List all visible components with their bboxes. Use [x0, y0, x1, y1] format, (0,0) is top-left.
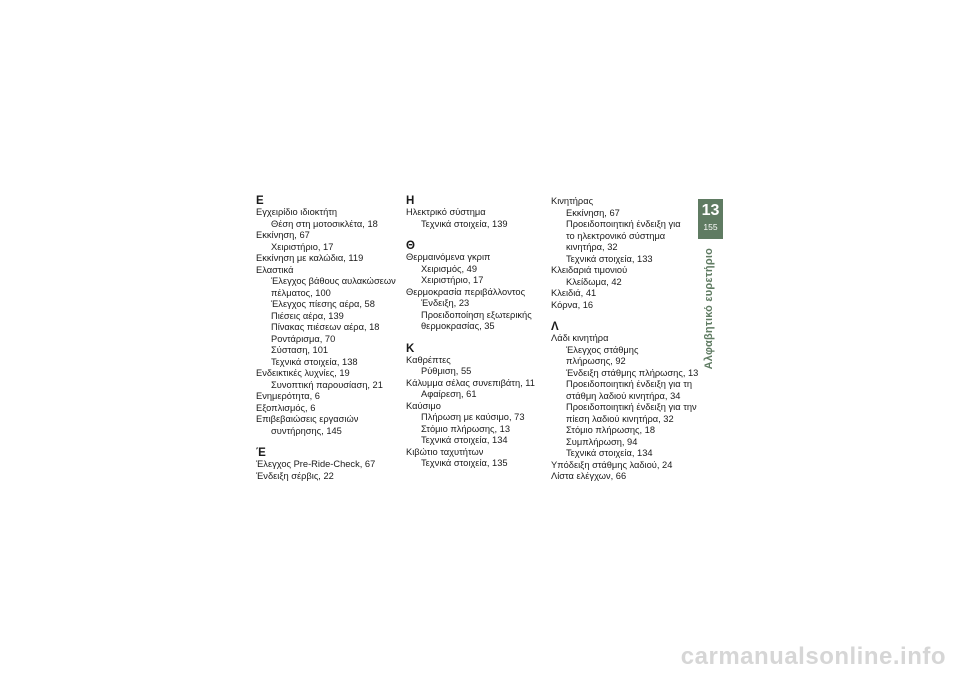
index-section [406, 196, 546, 230]
index-column-2 [406, 196, 546, 481]
index-section [551, 321, 699, 483]
index-entry: Ελαστικά [256, 264, 294, 275]
index-subentry: Πιέσεις αέρα, 139 [271, 310, 344, 321]
index-subentry: Ένδειξη, 23 [421, 298, 470, 308]
watermark: carmanualsonline.info [680, 643, 946, 670]
index-entry: Θερμαινόμενα γκριπ [406, 252, 491, 262]
index-entry: Κλειδιά, 41 [551, 288, 597, 298]
index-subentry: πέλματος, 100 [271, 287, 331, 298]
chapter-tab [698, 199, 723, 239]
index-subentry: Ένδειξη στάθμης πλήρωσης, 13 [566, 367, 699, 378]
index-entry: Λάδι κινητήρα [551, 333, 609, 343]
index-subentry: Προειδοποίηση εξωτερικής [421, 309, 532, 320]
index-subentry: Προειδοποιητική ένδειξη για τη [566, 379, 693, 389]
index-entry: Ηλεκτρικό σύστημα [406, 207, 486, 217]
index-subentry: Προειδοποιητική ένδειξη για [566, 219, 681, 229]
section-letter: Ε [256, 195, 264, 207]
index-subentry: Ρύθμιση, 55 [421, 366, 472, 376]
index-subentry: Τεχνικά στοιχεία, 139 [421, 218, 508, 229]
index-entry: Κάλυμμα σέλας συνεπιβάτη, 11 [406, 377, 535, 388]
index-entry: Θερμοκρασία περιβάλλοντος [406, 286, 526, 297]
index-subentry: Σύσταση, 101 [271, 345, 329, 355]
chapter-title: Αλφαβητικό ευρετήριο [703, 248, 715, 370]
index-entry: Καθρέπτες [406, 354, 451, 365]
index-subentry: πίεση λαδιού κινητήρα, 32 [566, 413, 674, 424]
section-letter: Κ [406, 342, 415, 355]
section-letter: Λ [551, 321, 559, 333]
index-entry: Ενδεικτικές λυχνίες, 19 [256, 368, 350, 378]
index-subentry: Τεχνικά στοιχεία, 134 [566, 448, 653, 458]
section-letter: Έ [256, 447, 266, 459]
index-column-1 [256, 196, 396, 493]
index-subentry: Κλείδωμα, 42 [566, 276, 622, 287]
index-entry: Ενημερότητα, 6 [256, 391, 320, 401]
index-subentry: Πλήρωση με καύσιμο, 73 [421, 412, 525, 422]
index-entry: Καύσιμο [406, 400, 441, 411]
index-subentry: κινητήρα, 32 [566, 242, 618, 252]
index-subentry: Έλεγχος στάθμης [566, 344, 639, 355]
index-subentry: συντήρησης, 145 [271, 425, 342, 436]
index-section [406, 241, 546, 333]
chapter-number: 13 [701, 202, 720, 219]
index-entry: Κιβώτιο ταχυτήτων [406, 446, 484, 457]
index-subentry: Συνοπτική παρουσίαση, 21 [271, 379, 383, 390]
index-entry: Εγχειρίδιο ιδιοκτήτη [256, 207, 338, 217]
index-section [256, 448, 396, 482]
index-subentry: Χειρισμός, 49 [421, 263, 478, 274]
index-subentry: στάθμη λαδιού κινητήρα, 34 [566, 390, 681, 401]
index-section [256, 196, 396, 437]
index-entry: Εξοπλισμός, 6 [256, 402, 316, 413]
index-section [406, 344, 546, 470]
index-entry: Λίστα ελέγχων, 66 [551, 471, 627, 481]
index-entry: Κινητήρας [551, 196, 594, 206]
index-subentry: Έλεγχος βάθους αυλακώσεων [271, 276, 396, 286]
index-subentry: Τεχνικά στοιχεία, 133 [566, 253, 653, 264]
section-letter: Η [406, 195, 415, 207]
index-subentry: Χειριστήριο, 17 [271, 241, 334, 252]
index-subentry: Τεχνικά στοιχεία, 135 [421, 458, 508, 468]
index-section [551, 196, 691, 311]
index-subentry: το ηλεκτρονικό σύστημα [566, 230, 666, 241]
section-letter: Θ [406, 240, 415, 252]
index-entry: Έλεγχος Pre-Ride-Check, 67 [256, 459, 376, 469]
index-entry: Κόρνα, 16 [551, 299, 594, 310]
index-subentry: Συμπλήρωση, 94 [566, 436, 638, 447]
index-subentry: Στόμιο πλήρωσης, 18 [566, 425, 655, 435]
index-subentry: Προειδοποιητική ένδειξη για την [566, 402, 697, 412]
index-subentry: Αφαίρεση, 61 [421, 389, 477, 399]
index-subentry: Έλεγχος πίεσης αέρα, 58 [271, 299, 375, 309]
index-subentry: Τεχνικά στοιχεία, 138 [271, 356, 358, 367]
index-subentry: Ροντάρισμα, 70 [271, 333, 336, 344]
index-entry: Επιβεβαιώσεις εργασιών [256, 414, 359, 424]
index-entry: Εκκίνηση με καλώδια, 119 [256, 253, 364, 263]
index-entry: Εκκίνηση, 67 [256, 230, 310, 240]
index-subentry: Πίνακας πιέσεων αέρα, 18 [271, 322, 380, 332]
index-subentry: Τεχνικά στοιχεία, 134 [421, 435, 508, 445]
index-subentry: Θέση στη μοτοσικλέτα, 18 [271, 218, 378, 229]
index-subentry: Χειριστήριο, 17 [421, 275, 484, 285]
index-entry: Υπόδειξη στάθμης λαδιού, 24 [551, 459, 673, 470]
index-subentry: Εκκίνηση, 67 [566, 207, 620, 218]
index-subentry: πλήρωσης, 92 [566, 356, 626, 366]
index-subentry: Στόμιο πλήρωσης, 13 [421, 423, 510, 434]
index-subentry: θερμοκρασίας, 35 [421, 321, 495, 331]
index-entry: Ένδειξη σέρβις, 22 [256, 470, 334, 481]
page-number: 155 [703, 222, 718, 232]
index-column-3 [551, 196, 699, 494]
index-entry: Κλειδαριά τιμονιού [551, 265, 628, 275]
